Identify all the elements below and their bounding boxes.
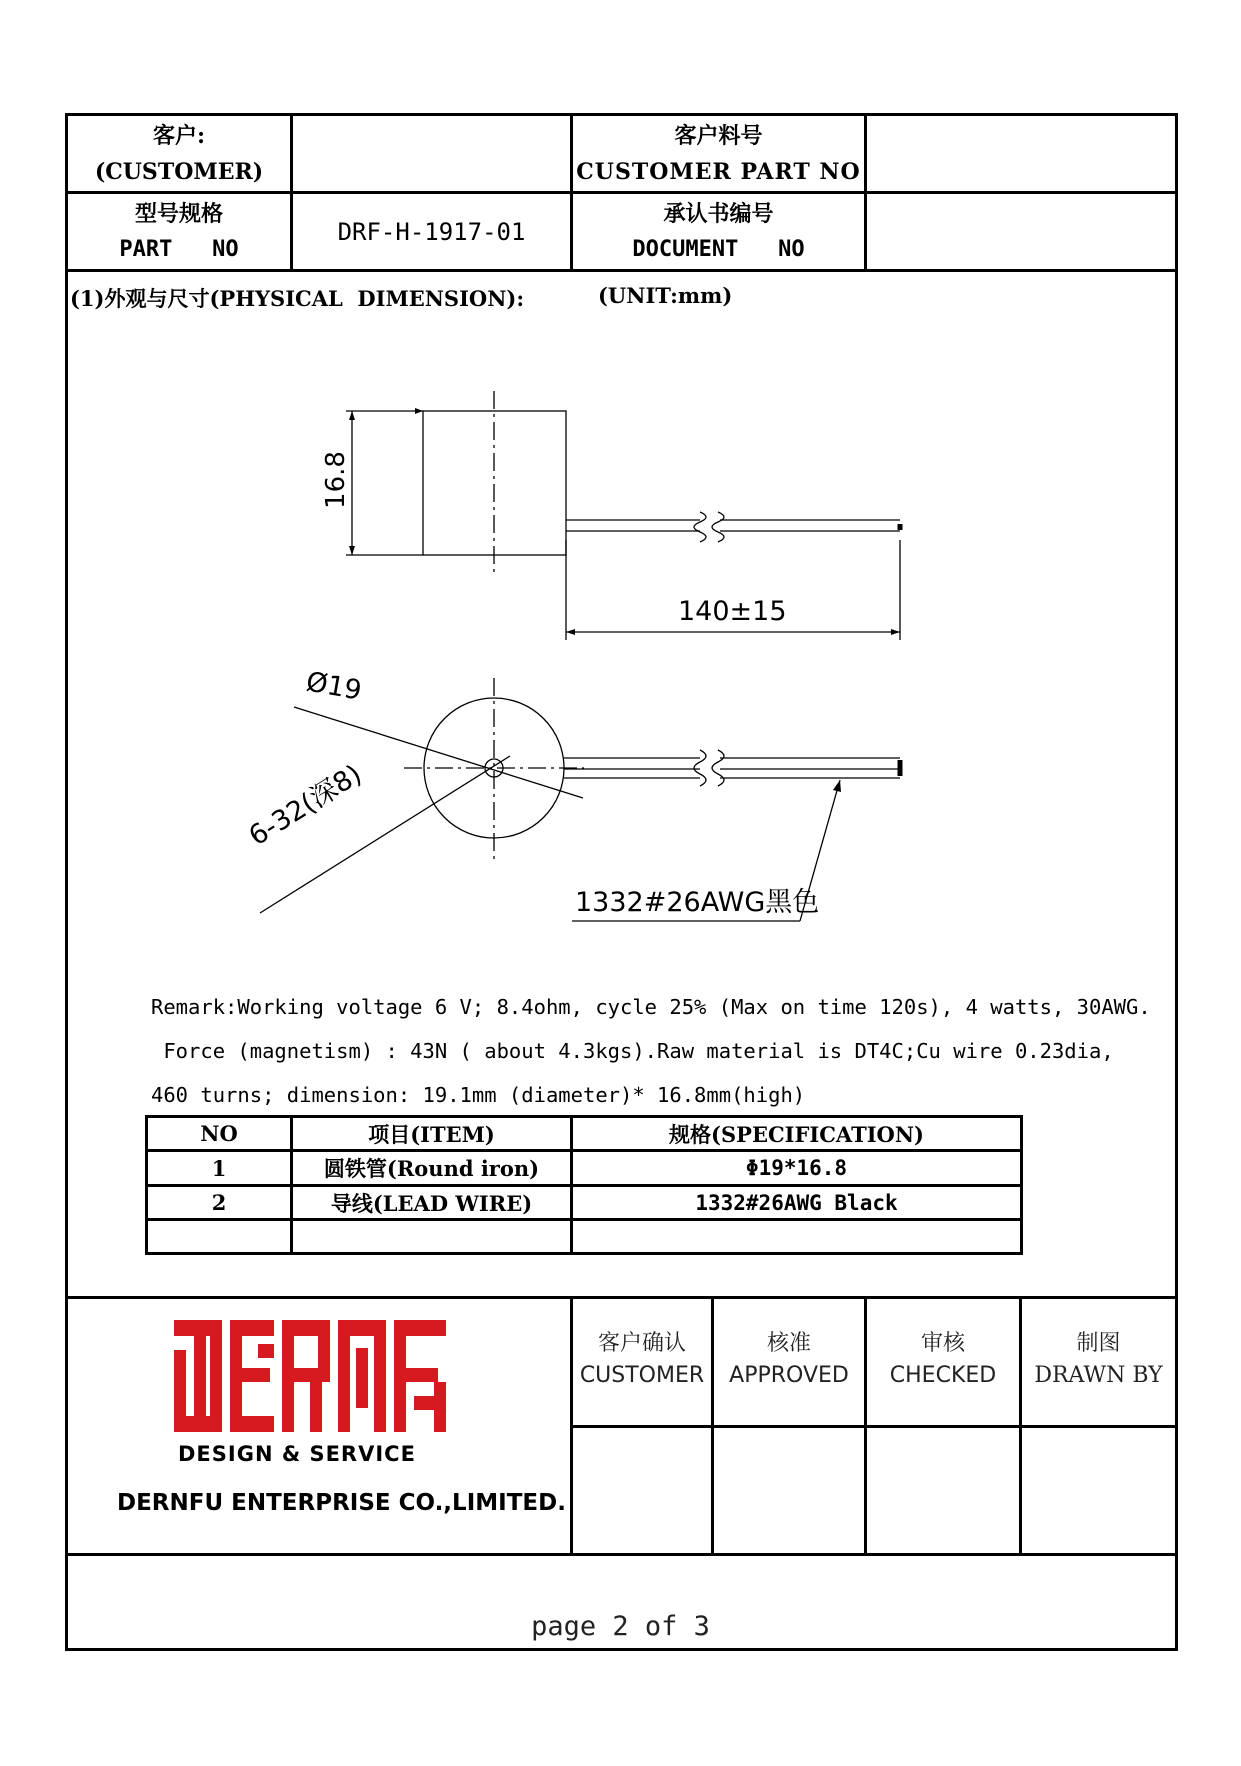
customer-part-no-label-en: CUSTOMER PART NO <box>576 158 861 185</box>
sign-checked-cn: 审核 <box>920 1331 965 1356</box>
table-row-3-no <box>148 1221 290 1252</box>
sign-checked-en: CHECKED <box>889 1363 997 1388</box>
document-no-label-cn: 承认书编号 <box>663 200 774 227</box>
table-row-3-item <box>293 1221 570 1252</box>
customer-label-en: (CUSTOMER) <box>94 158 264 185</box>
height-dimension-label: 16.8 <box>321 451 351 509</box>
sign-approved-en: APPROVED <box>729 1363 849 1388</box>
sign-customer-en: CUSTOMER <box>579 1363 705 1388</box>
wire-label: 1332#26AWG黑色 <box>575 887 820 918</box>
section-title: (1)外观与尺寸(PHYSICAL DIMENSION): <box>70 286 525 311</box>
document-no-label-en: DOCUMENT NO <box>632 236 805 262</box>
table-col-3 <box>1020 1115 1023 1255</box>
section-unit: (UNIT:mm) <box>598 283 733 308</box>
sign-approved-cn: 核准 <box>766 1331 811 1356</box>
thread-label: 6-32(深8) <box>243 758 368 853</box>
part-no-value-text: DRF-H-1917-01 <box>337 217 526 246</box>
customer-label-cn: 客户: <box>152 122 206 149</box>
customer-part-no-label-cn: 客户料号 <box>674 122 763 149</box>
length-dimension-label: 140±15 <box>678 596 787 627</box>
remark-line-2: Force (magnetism) : 43N ( about 4.3kgs).Raw material is DT4C;Cu wire 0.23dia, <box>151 1039 1114 1063</box>
sign-box-approved <box>714 1325 864 1395</box>
sign-drawn-by-cn: 制图 <box>1076 1331 1121 1356</box>
table-row-3-spec <box>573 1221 1020 1252</box>
remark-line-3: 460 turns; dimension: 19.1mm (diameter)* 16.8mm(high) <box>151 1083 806 1107</box>
table-row-2-no: 2 <box>211 1190 227 1215</box>
part-no-label-cn: 型号规格 <box>134 200 223 227</box>
page-number: page 2 of 3 <box>531 1611 710 1642</box>
dernfu-logo <box>174 1320 446 1432</box>
table-header-spec: 规格(SPECIFICATION) <box>669 1121 924 1147</box>
footer-sign-divider <box>570 1425 1178 1428</box>
table-row-2-spec: 1332#26AWG Black <box>695 1190 898 1215</box>
table-row-1-spec: Φ19*16.8 <box>745 1156 848 1180</box>
sign-customer-cn: 客户确认 <box>597 1331 686 1356</box>
sign-box-drawn-by <box>1022 1325 1175 1395</box>
part-no-label-en: PART NO <box>119 236 239 262</box>
sign-drawn-by-en: DRAWN BY <box>1034 1363 1163 1388</box>
company-name: DERNFU ENTERPRISE CO.,LIMITED. <box>117 1490 566 1516</box>
table-header-item: 项目(ITEM) <box>368 1121 495 1147</box>
remark-line-1: Remark:Working voltage 6 V; 8.4ohm, cycle 25% (Max on time 120s), 4 watts, 30AWG. <box>151 995 1151 1019</box>
footer-top-line <box>65 1296 1178 1299</box>
diameter-label: Ø19 <box>303 666 364 707</box>
footer-bottom-line <box>65 1553 1178 1556</box>
table-bottom-line <box>145 1252 1023 1255</box>
sign-box-customer <box>573 1325 711 1395</box>
table-row-2-item: 导线(LEAD WIRE) <box>330 1190 533 1216</box>
table-header-no: NO <box>200 1121 238 1146</box>
table-row-1-no: 1 <box>211 1155 227 1181</box>
table-row-1-item: 圆铁管(Round iron) <box>323 1156 540 1181</box>
logo-tagline: DESIGN & SERVICE <box>178 1442 416 1466</box>
sign-box-checked <box>867 1325 1019 1395</box>
